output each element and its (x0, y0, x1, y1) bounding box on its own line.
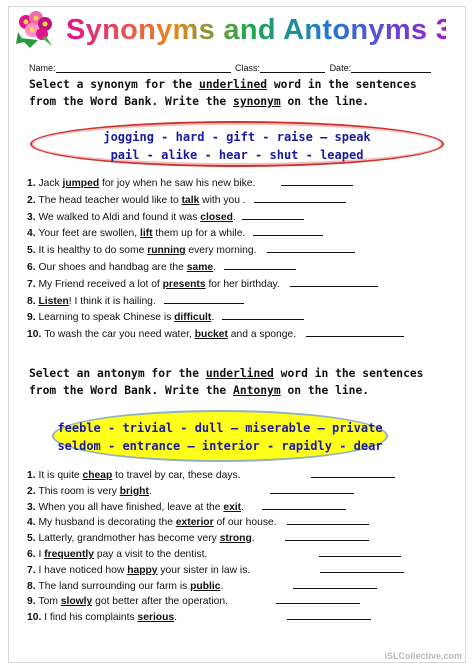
sentence-row (27, 243, 355, 256)
date-label: Date: (329, 63, 352, 73)
underlined-word: frequently (44, 549, 94, 560)
sentence-text-before: It is quite (38, 470, 83, 481)
class-field[interactable] (260, 63, 325, 73)
sentence-text-before: I find his complaints (44, 612, 138, 624)
sentence-text-before: To wash the car you need water, (44, 329, 195, 341)
sentence-text-before: The head teacher would like to (38, 194, 182, 206)
sentence-text-after: got better after the operation. (92, 596, 228, 608)
worksheet-title: Synonyms and Antonyms 3 (66, 14, 453, 46)
sentence-row (27, 176, 353, 189)
underlined-word: serious (137, 612, 175, 624)
antonym-bank-line-2: seldom - entrance – interior - rapidly - dear (57, 439, 383, 453)
answer-line[interactable] (270, 484, 354, 494)
answer-line[interactable] (319, 547, 401, 557)
answer-line[interactable] (164, 294, 244, 304)
sentence-text-before: Tom (38, 596, 61, 608)
answer-line[interactable] (285, 531, 369, 541)
underlined-word: same (186, 262, 214, 273)
sentence-row (27, 547, 401, 560)
class-label: Class: (235, 63, 261, 73)
synonym-word-bank (30, 121, 444, 167)
sentence-text-before: I (38, 549, 45, 560)
underlined-word: closed (200, 211, 233, 223)
sentence-number: 3. (27, 211, 39, 223)
name-field[interactable] (56, 63, 231, 73)
sentence-row (27, 610, 371, 623)
answer-line[interactable] (254, 193, 346, 203)
sentence-number: 1. (27, 470, 39, 481)
sentence-row (27, 226, 323, 239)
sentence-number: 2. (27, 485, 39, 497)
answer-line[interactable] (276, 594, 360, 604)
sentence-number: 4. (27, 517, 39, 529)
sentence-text-after: . (220, 580, 224, 592)
answer-line[interactable] (293, 579, 377, 589)
sentence-number: 6. (27, 549, 39, 560)
sentence-row (27, 484, 354, 497)
sentence-text-after: of our house. (213, 517, 277, 529)
sentence-row (27, 563, 404, 576)
answer-line[interactable] (290, 277, 378, 287)
sentence-text-before: When you all have finished, leave at the (38, 501, 224, 513)
sentence-text-before: The land surrounding our farm is (38, 580, 191, 592)
answer-line[interactable] (267, 243, 355, 253)
sentence-row (27, 531, 369, 544)
answer-line[interactable] (306, 327, 404, 337)
sentence-row (27, 579, 377, 592)
synonym-bank-line-1: jogging - hard - gift - raise – speak (103, 130, 371, 144)
sentence-text-after: . (213, 262, 216, 273)
sentence-text-after: them up for a while. (152, 228, 246, 240)
sentence-text-before: Latterly, grandmother has become very (38, 533, 220, 545)
sentence-text-before: My Friend received a lot of (38, 278, 163, 290)
underlined-word: public (190, 580, 221, 592)
synonym-instructions: Select a synonym for the underlined word in the sentences from the Word Bank. Write the synonym on the line. (29, 78, 417, 108)
answer-line[interactable] (320, 563, 404, 573)
sentence-row (27, 277, 378, 290)
antonym-instructions: Select an antonym for the underlined word in the sentences from the Word Bank. Write the Antonym on the line. (29, 367, 424, 397)
answer-line[interactable] (224, 260, 296, 270)
sentence-text-after: . (241, 501, 244, 513)
sentence-number: 8. (27, 580, 39, 592)
sentence-row (27, 500, 346, 513)
sentence-text-before: My husband is decorating the (38, 517, 176, 529)
antonym-word-bank (52, 410, 388, 462)
answer-line[interactable] (253, 226, 323, 236)
sentence-text-after: and a sponge. (227, 329, 297, 341)
sentence-number: 2. (27, 194, 39, 206)
sentence-text-before: I have noticed how (38, 564, 128, 576)
sentence-number: 5. (27, 245, 39, 257)
answer-line[interactable] (262, 500, 346, 510)
sentence-text-before: This room is very (38, 485, 120, 497)
sentence-number: 4. (27, 228, 39, 240)
site-watermark: iSLCollective.com (384, 651, 462, 661)
flower-bouquet-icon (12, 8, 62, 52)
underlined-word: strong (219, 533, 252, 545)
sentence-row (27, 327, 404, 340)
sentence-text-after: to travel by car, these days. (112, 470, 241, 481)
sentence-text-after: every morning. (185, 245, 257, 257)
sentence-text-after: ! I think it is hailing. (68, 295, 156, 307)
underlined-word: running (147, 245, 186, 257)
sentence-number: 1. (27, 178, 39, 189)
sentence-text-before: Learning to speak Chinese is (38, 312, 175, 324)
sentence-row (27, 193, 346, 206)
sentence-number: 10. (27, 329, 45, 341)
sentence-row (27, 210, 304, 223)
underlined-word: difficult (174, 312, 212, 324)
underlined-word: jumped (62, 178, 100, 189)
sentence-number: 8. (27, 295, 39, 307)
sentence-text-after: . (148, 485, 152, 497)
sentence-text-after: . (174, 612, 177, 624)
sentence-number: 3. (27, 501, 39, 513)
sentence-row (27, 260, 296, 273)
sentence-number: 10. (27, 612, 45, 624)
student-info-line (29, 63, 449, 73)
sentence-text-after: . (211, 312, 215, 324)
sentence-row (27, 310, 304, 323)
underlined-word: cheap (82, 470, 113, 481)
sentence-number: 6. (27, 262, 39, 273)
sentence-number: 7. (27, 278, 39, 290)
sentence-text-after: . (232, 211, 236, 223)
name-label: Name: (29, 63, 56, 73)
underlined-word: exterior (175, 517, 214, 529)
underlined-word: Listen (38, 295, 69, 307)
underlined-word: talk (181, 194, 200, 206)
underlined-word: bright (119, 485, 149, 497)
sentence-text-before: Jack (38, 178, 63, 189)
sentence-row (27, 594, 360, 607)
sentence-text-after: . (251, 533, 255, 545)
underlined-word: exit (223, 501, 242, 513)
sentence-text-before: It is healthy to do some (38, 245, 148, 257)
underlined-word: bucket (194, 329, 228, 341)
answer-line[interactable] (287, 515, 369, 525)
synonym-bank-line-2: pail - alike - hear - shut - leaped (110, 148, 364, 162)
sentence-text-after: pay a visit to the dentist. (93, 549, 208, 560)
sentence-text-before: Your feet are swollen, (38, 228, 140, 240)
antonym-bank-line-1: feeble - trivial - dull – miserable – private (57, 421, 383, 435)
underlined-word: presents (162, 278, 206, 290)
sentence-text-before: Our shoes and handbag are the (38, 262, 187, 273)
sentence-number: 9. (27, 596, 39, 608)
underlined-word: happy (127, 564, 158, 576)
answer-line[interactable] (287, 610, 371, 620)
sentence-row (27, 515, 369, 528)
answer-line[interactable] (281, 176, 353, 186)
underlined-word: lift (139, 228, 153, 240)
sentence-text-after: for joy when he saw his new bike. (99, 178, 256, 189)
sentence-text-after: with you . (199, 194, 246, 206)
sentence-number: 5. (27, 533, 39, 545)
underlined-word: slowly (60, 596, 93, 608)
answer-line[interactable] (222, 310, 304, 320)
sentence-text-before: We walked to Aldi and found it was (38, 211, 201, 223)
answer-line[interactable] (311, 468, 395, 478)
sentence-row (27, 294, 244, 307)
answer-line[interactable] (242, 210, 304, 220)
sentence-number: 9. (27, 312, 39, 324)
sentence-row (27, 468, 395, 481)
sentence-text-after: your sister in law is. (157, 564, 251, 576)
date-field[interactable] (351, 63, 431, 73)
sentence-number: 7. (27, 564, 39, 576)
sentence-text-after: for her birthday. (205, 278, 280, 290)
